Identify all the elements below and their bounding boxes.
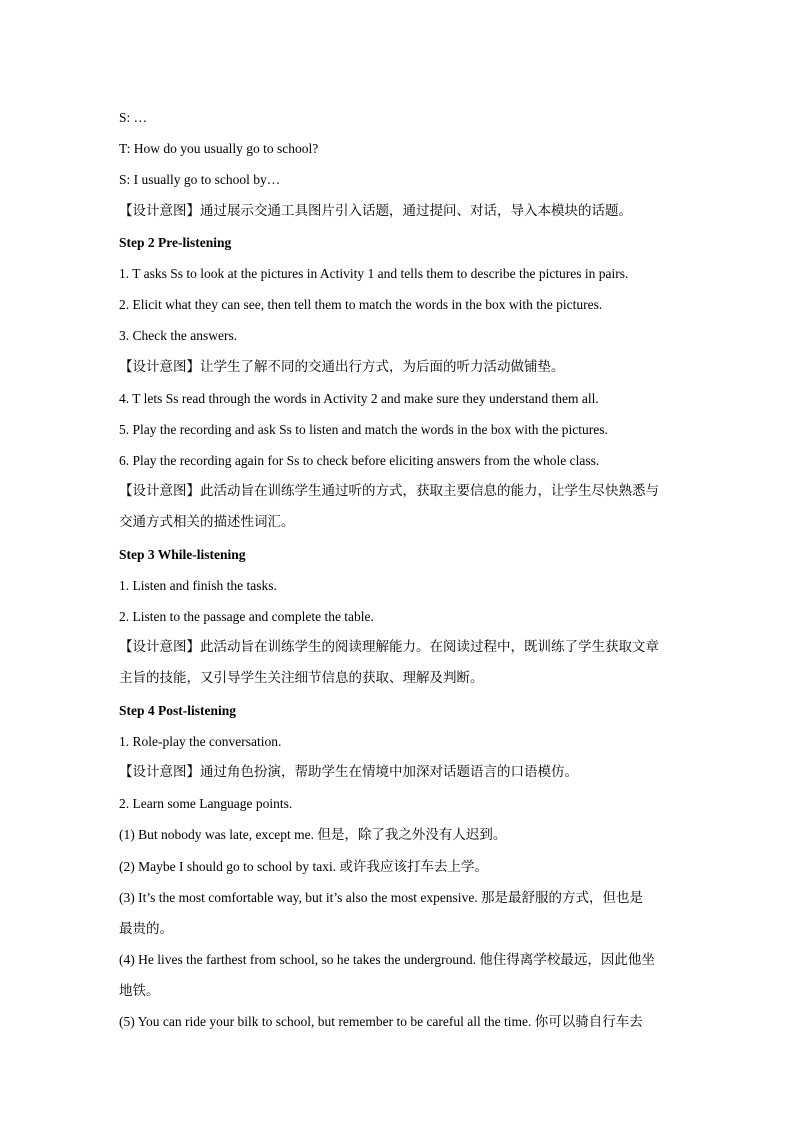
step-heading: Step 2 Pre-listening	[119, 234, 232, 250]
design-intent-note: 【设计意图】让学生了解不同的交通出行方式，为后面的听力活动做铺垫。	[119, 358, 565, 375]
document-page	[119, 102, 679, 1038]
step-item: 6. Play the recording again for Ss to check before eliciting answers from the whole class.	[119, 453, 600, 469]
dialogue-line: T: How do you usually go to school?	[119, 141, 319, 157]
language-point: (3) It’s the most comfortable way, but it’s also the most expensive. 那是最舒服的方式，但也是	[119, 889, 644, 905]
step-heading: Step 4 Post-listening	[119, 702, 237, 718]
dialogue-line: S: …	[119, 110, 148, 125]
language-point-cont: 地铁。	[119, 983, 160, 999]
language-point: (2) Maybe I should go to school by taxi. 或许我应该打车去上学。	[119, 858, 488, 874]
step-item: 1. Role-play the conversation.	[119, 733, 282, 749]
language-point: (4) He lives the farthest from school, so he takes the underground. 他住得离学校最远，因此他坐	[119, 952, 655, 968]
design-intent-note-cont: 主旨的技能，又引导学生关注细节信息的获取、理解及判断。	[119, 670, 484, 687]
language-point: (1) But nobody was late, except me. 但是，除了我之外没有人迟到。	[119, 827, 507, 843]
step-item: 1. Listen and finish the tasks.	[119, 577, 277, 593]
language-point-cont: 最贵的。	[119, 920, 173, 936]
step-item: 2. Elicit what they can see, then tell them to match the words in the box with the pictures.	[119, 297, 603, 313]
step-item: 2. Learn some Language points.	[119, 796, 293, 812]
design-intent-note-cont: 交通方式相关的描述性词汇。	[119, 514, 295, 531]
step-item: 1. T asks Ss to look at the pictures in Activity 1 and tells them to describe the pictures in pairs.	[119, 265, 629, 281]
design-intent-note: 【设计意图】此活动旨在训练学生的阅读理解能力。在阅读过程中，既训练了学生获取文章	[119, 639, 659, 656]
step-heading: Step 3 While-listening	[119, 546, 246, 562]
design-intent-note: 【设计意图】通过展示交通工具图片引入话题，通过提问、对话，导入本模块的话题。	[119, 202, 632, 219]
step-item: 3. Check the answers.	[119, 328, 238, 344]
step-item: 5. Play the recording and ask Ss to listen and match the words in the box with the pictures.	[119, 421, 608, 437]
step-item: 2. Listen to the passage and complete the table.	[119, 609, 374, 624]
step-item: 4. T lets Ss read through the words in Activity 2 and make sure they understand them all.	[119, 390, 599, 406]
language-point: (5) You can ride your bilk to school, but remember to be careful all the time. 你可以骑自行车去	[119, 1014, 643, 1030]
dialogue-line: S: I usually go to school by…	[119, 172, 281, 188]
design-intent-note: 【设计意图】此活动旨在训练学生通过听的方式，获取主要信息的能力，让学生尽快熟悉与	[119, 483, 659, 500]
design-intent-note: 【设计意图】通过角色扮演，帮助学生在情境中加深对话题语言的口语模仿。	[119, 763, 578, 780]
